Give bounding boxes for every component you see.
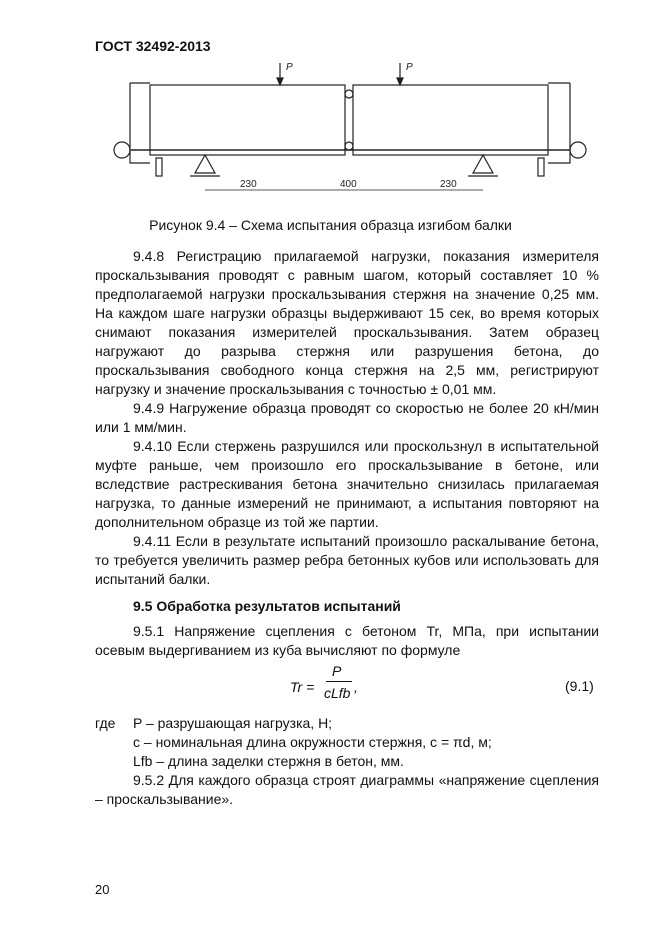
dim-left-label: 230 (240, 179, 257, 190)
beam-test-figure (110, 58, 590, 208)
dim-right-label: 230 (440, 179, 457, 190)
paragraph-9411: 9.4.11 Если в результате испытаний произошло раскалывание бетона, то требуется увеличить размер ребра бетонных кубов или использовать для испытаний балки. (95, 533, 599, 587)
fraction-bar (326, 681, 352, 682)
dim-mid-label: 400 (340, 179, 357, 190)
where-item-lfb: Lfb – длина заделки стержня в бетон, мм. (133, 753, 404, 769)
left-dial-gauge (114, 142, 130, 158)
section-title: 9.5 Обработка результатов испытаний (133, 598, 401, 614)
paragraph-949: 9.4.9 Нагружение образца проводят со скоростью не более 20 кН/мин или 1 мм/мин. (95, 400, 599, 435)
left-clamp (156, 158, 162, 176)
page-number: 20 (95, 882, 110, 897)
where-line-1 (95, 714, 599, 733)
right-beam-block (353, 85, 548, 155)
left-support (195, 155, 215, 173)
right-clamp (538, 158, 544, 176)
formula-denominator: cLfb (324, 685, 351, 701)
where-item-p: P – разрушающая нагрузка, Н; (133, 715, 333, 731)
where-block (95, 714, 599, 809)
paragraph-948: 9.4.8 Регистрацию прилагаемой нагрузки, показания измерителя проскальзывания проводят с равным шагом, который составляет 10 % предполагаемой нагрузки проскальзывания стержня на значение 0,25 мм. На каждом шаге нагрузки образцы выдерживают 15 сек, во время которых снимают показания измерителей проскальзывания. Затем образец нагружают до разрыва стержня или разрушения бетона, до проскальзывания свободного конца стержня на 2,5 мм, регистрируют нагрузку и значение проскальзывания с точностью ± 0,01 мм. (95, 248, 599, 397)
formula-numerator: P (332, 663, 342, 679)
right-support (473, 155, 493, 173)
right-dial-gauge (570, 142, 586, 158)
left-beam-block (150, 85, 345, 155)
where-intro: где (95, 715, 116, 731)
paragraph-951: 9.5.1 Напряжение сцепления с бетоном Tr, МПа, при испытании осевым выдергиванием из куба вычисляют по формуле (95, 623, 599, 658)
top-hinge (345, 90, 353, 98)
where-item-c: c – номинальная длина окружности стержня, c = πd, м; (133, 734, 492, 750)
formula-lhs: Tr = (290, 679, 315, 695)
left-clamp-frame (130, 83, 150, 163)
paragraph-9410: 9.4.10 Если стержень разрушился или проскользнул в испытательной муфте раньше, чем произошло его проскальзывание в бетоне, или вследствие растрескивания бетона значительно снизилась прилагаемая нагрузка, то данные измерений не принимают, а испытания повторяют на дополнительном образце из той же партии. (95, 438, 599, 530)
right-clamp-frame (548, 83, 570, 163)
paragraph-951-block (95, 622, 599, 660)
load-label-left: P (286, 62, 293, 73)
figure-caption: Рисунок 9.4 – Схема испытания образца изгибом балки (149, 217, 512, 233)
formula-number: (9.1) (565, 678, 594, 694)
load-label-right: P (406, 62, 413, 73)
paragraph-952: 9.5.2 Для каждого образца строят диаграммы «напряжение сцепления – проскальзывание». (95, 772, 599, 807)
document-header: ГОСТ 32492-2013 (95, 38, 211, 54)
body-text-top (95, 247, 599, 589)
bottom-hinge (345, 142, 353, 150)
formula-tail: , (354, 679, 358, 695)
